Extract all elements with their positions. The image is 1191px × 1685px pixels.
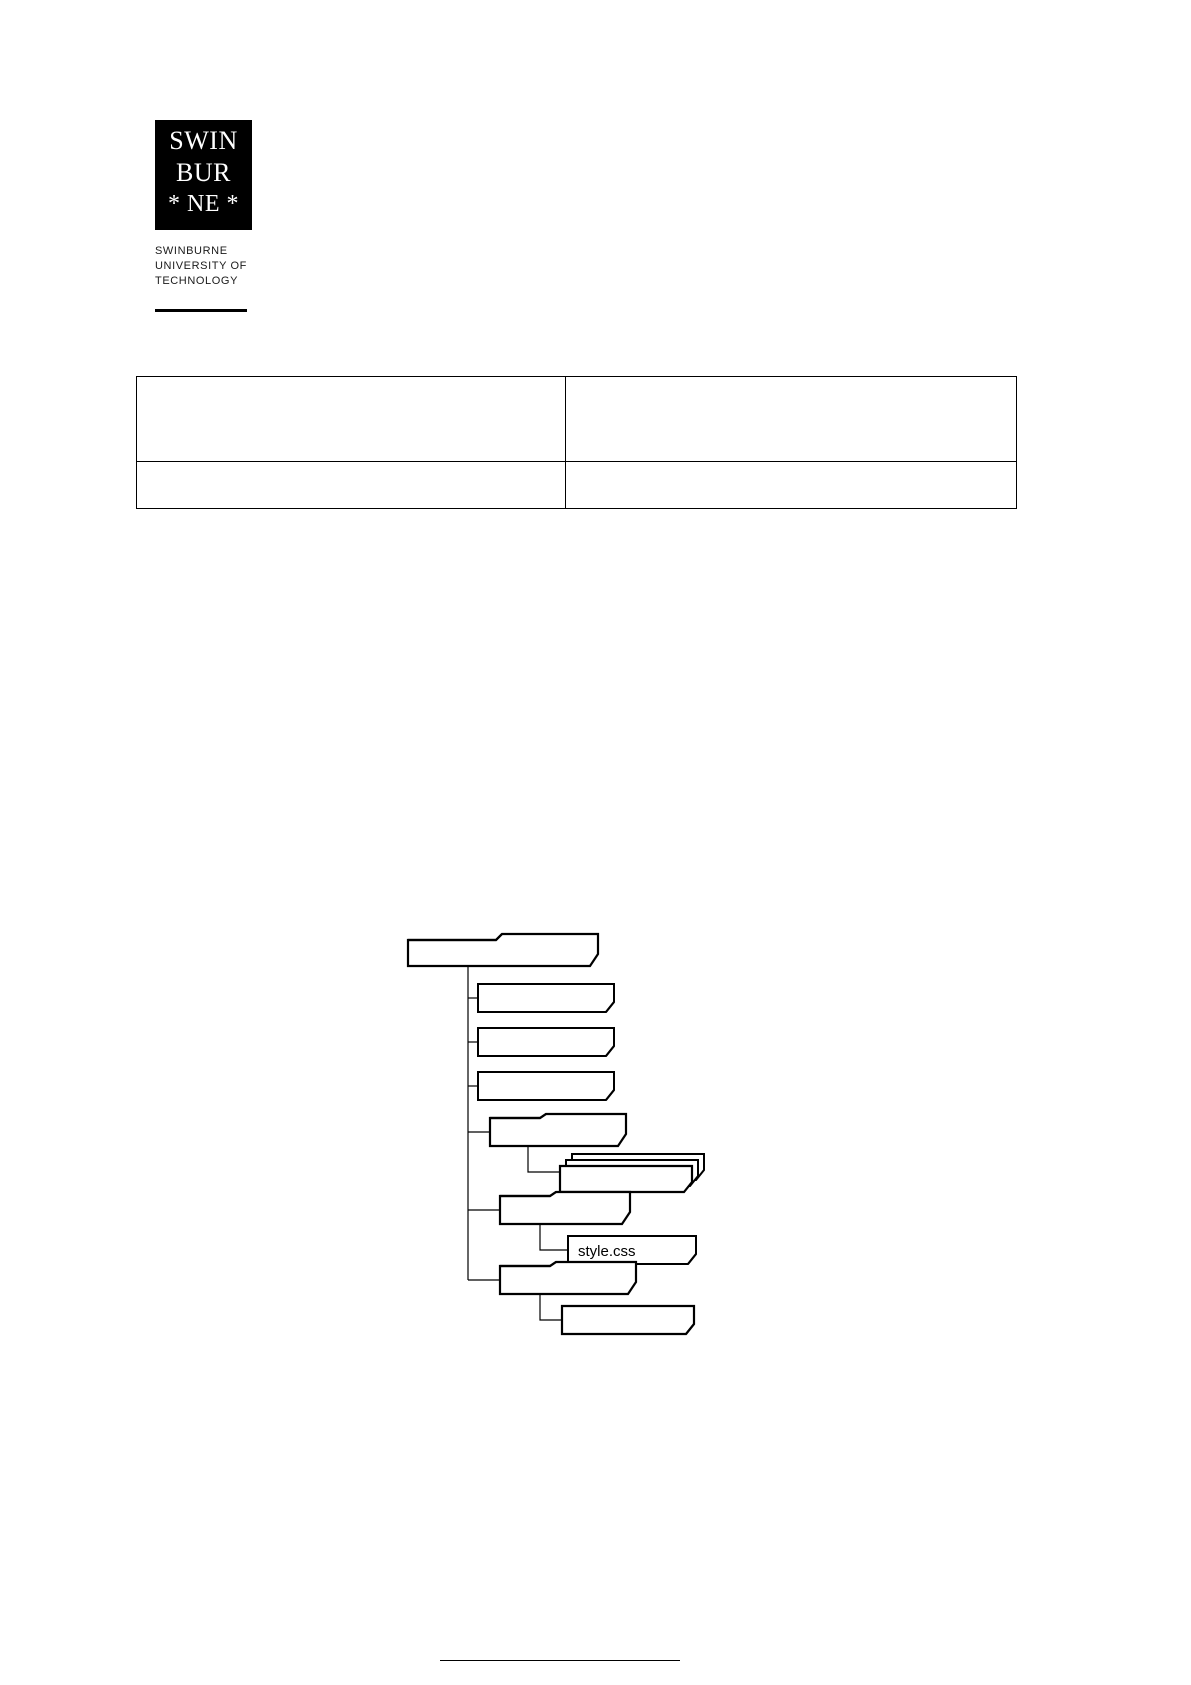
logo-mark-line-3: * NE * — [168, 191, 239, 217]
footer-divider — [440, 1660, 680, 1661]
tree-node-3 — [478, 1072, 614, 1100]
tree-node-6 — [500, 1262, 636, 1294]
folder-tree-diagram — [400, 920, 800, 1350]
tree-node-4a — [560, 1154, 704, 1192]
logo-mark-line-1: SWIN — [169, 126, 238, 155]
tree-node-5a — [568, 1236, 696, 1264]
logo-wordmark-line-2: UNIVERSITY OF — [155, 259, 247, 272]
tree-node-6a — [562, 1306, 694, 1334]
table-row — [137, 377, 1017, 462]
header-table — [136, 376, 1017, 509]
table-cell-row2-left — [137, 462, 566, 509]
table-cell-row1-left — [137, 377, 566, 462]
tree-node-1 — [478, 984, 614, 1012]
logo-mark-line-2: BUR — [176, 158, 231, 187]
logo-divider — [155, 309, 247, 312]
logo-wordmark-line-3: TECHNOLOGY — [155, 274, 239, 287]
logo-wordmark — [155, 244, 355, 289]
swinburne-logo — [155, 120, 355, 312]
tree-node-5a-label: style.css — [578, 1243, 636, 1260]
tree-node-2 — [478, 1028, 614, 1056]
tree-node-4 — [490, 1114, 626, 1146]
tree-node-root — [408, 934, 598, 966]
table-cell-row2-right — [566, 462, 1017, 509]
table-row — [137, 462, 1017, 509]
tree-node-5 — [500, 1192, 630, 1224]
logo-mark — [155, 120, 252, 230]
table-cell-row1-right — [566, 377, 1017, 462]
logo-wordmark-line-1: SWINBURNE — [155, 245, 228, 257]
